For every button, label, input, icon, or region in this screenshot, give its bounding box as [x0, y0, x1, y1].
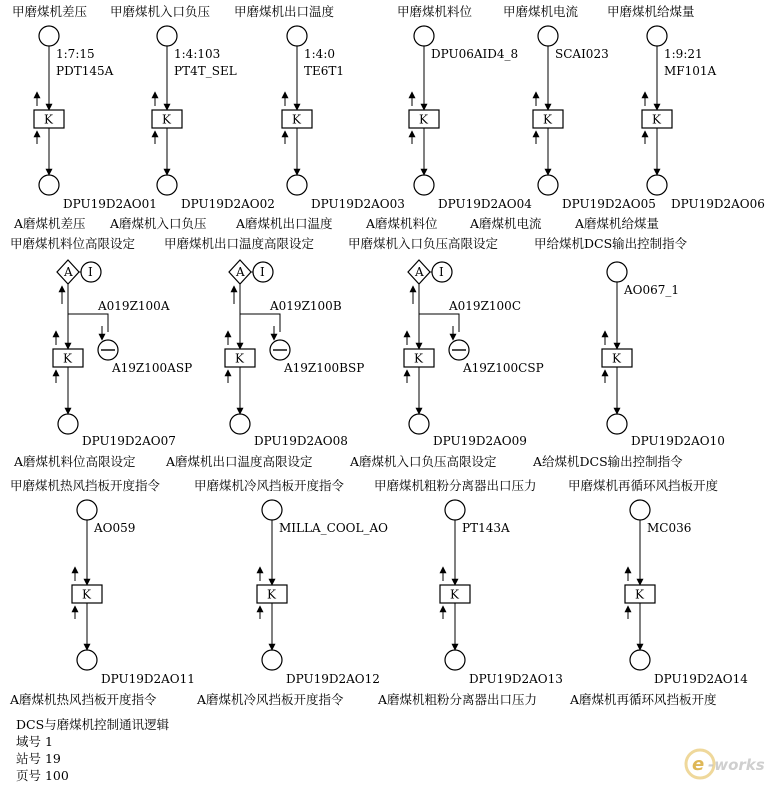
logic-block-2-1 — [194, 478, 388, 707]
signal-target-label: A磨煤机料位高限设定 — [14, 454, 136, 469]
output-code: DPU19D2AO08 — [254, 434, 348, 448]
signal-target-label: A磨煤机出口温度 — [236, 216, 333, 231]
signal-code: PDT145A — [56, 64, 114, 78]
signal-code: 1:4:103 — [174, 47, 221, 61]
footer-page: 页号 100 — [16, 768, 69, 783]
output-code: DPU19D2AO03 — [311, 197, 405, 211]
footer-info — [16, 716, 169, 784]
gain-symbol: K — [63, 351, 72, 366]
signal-source-label: 甲磨煤机电流 — [503, 4, 579, 19]
gain-symbol: K — [419, 112, 428, 127]
output-code: DPU19D2AO11 — [101, 672, 195, 686]
gain-symbol: K — [635, 587, 644, 602]
signal-code: A019Z100B — [270, 299, 342, 313]
signal-source-label: 甲磨煤机再循环风挡板开度 — [568, 478, 719, 493]
input-circle-icon — [607, 262, 627, 282]
output-code: DPU19D2AO07 — [82, 434, 176, 448]
output-circle-icon — [445, 650, 465, 670]
svg-text:e: e — [692, 754, 705, 775]
output-code: DPU19D2AO09 — [433, 434, 527, 448]
input-symbol: I — [88, 265, 93, 279]
signal-code: A019Z100A — [98, 299, 170, 313]
output-code: DPU19D2AO01 — [63, 197, 157, 211]
signal-code: SCAI023 — [555, 47, 609, 61]
signal-target-label: A磨煤机粗粉分离器出口压力 — [378, 692, 538, 707]
signal-code: TE6T1 — [304, 64, 345, 78]
logic-block-2-0 — [9, 478, 195, 707]
gain-symbol: K — [162, 112, 171, 127]
analog-symbol: A — [236, 265, 245, 279]
signal-target-label: A给煤机DCS输出控制指令 — [533, 454, 683, 469]
output-circle-icon — [538, 175, 558, 195]
output-circle-icon — [58, 414, 78, 434]
output-circle-icon — [647, 175, 667, 195]
gain-symbol: K — [44, 112, 53, 127]
output-code: DPU19D2AO14 — [654, 672, 748, 686]
signal-target-label: A磨煤机冷风挡板开度指令 — [197, 692, 344, 707]
signal-target-label: A磨煤机料位 — [366, 216, 438, 231]
gain-symbol: K — [414, 351, 423, 366]
input-symbol: I — [260, 265, 265, 279]
output-circle-icon — [39, 175, 59, 195]
gain-symbol: K — [612, 351, 621, 366]
input-circle-icon — [630, 500, 650, 520]
signal-source-label: 甲磨煤机入口负压 — [110, 4, 211, 19]
signal-code: 1:7:15 — [56, 47, 95, 61]
signal-target-label: A磨煤机差压 — [14, 216, 86, 231]
output-circle-icon — [157, 175, 177, 195]
signal-code: DPU06AID4_8 — [431, 47, 519, 61]
signal-target-label: A磨煤机再循环风挡板开度 — [570, 692, 717, 707]
signal-code: AO059 — [94, 521, 136, 535]
logic-block-1-1 — [164, 236, 364, 469]
logic-block-1-0 — [10, 236, 192, 469]
logic-block-2-3 — [568, 478, 748, 707]
signal-source-label: 甲磨煤机入口负压高限设定 — [348, 236, 499, 251]
signal-target-label: A磨煤机入口负压 — [110, 216, 207, 231]
input-circle-icon — [445, 500, 465, 520]
gain-symbol: K — [292, 112, 301, 127]
signal-code: 1:4:0 — [304, 47, 335, 61]
logic-block-0-0 — [12, 4, 157, 231]
signal-code: MF101A — [664, 64, 717, 78]
logic-block-1-2 — [348, 236, 544, 469]
input-circle-icon — [262, 500, 282, 520]
output-circle-icon — [409, 414, 429, 434]
svg-text:-works: -works — [708, 756, 765, 774]
signal-source-label: 甲磨煤机粗粉分离器出口压力 — [374, 478, 537, 493]
footer-title: DCS与磨煤机控制通讯逻辑 — [16, 717, 170, 732]
signal-source-label: 甲磨煤机差压 — [12, 4, 88, 19]
input-symbol: I — [439, 265, 444, 279]
gain-symbol: K — [652, 112, 661, 127]
signal-code: MILLA_COOL_AO — [279, 521, 388, 535]
signal-code: AO067_1 — [624, 283, 680, 297]
signal-target-label: A磨煤机出口温度高限设定 — [166, 454, 313, 469]
signal-code: PT4T_SEL — [174, 64, 237, 78]
gain-symbol: K — [267, 587, 276, 602]
setpoint-code: A19Z100CSP — [463, 361, 544, 375]
footer-domain: 域号 1 — [16, 734, 53, 749]
eworks-logo — [682, 740, 768, 782]
analog-symbol: A — [64, 265, 73, 279]
signal-target-label: A磨煤机热风挡板开度指令 — [10, 692, 157, 707]
signal-code: MC036 — [647, 521, 692, 535]
signal-source-label: 甲磨煤机料位 — [397, 4, 473, 19]
output-code: DPU19D2AO05 — [562, 197, 656, 211]
analog-symbol: A — [415, 265, 424, 279]
input-circle-icon — [39, 26, 59, 46]
output-code: DPU19D2AO02 — [181, 197, 275, 211]
output-circle-icon — [262, 650, 282, 670]
signal-target-label: A磨煤机给煤量 — [575, 216, 660, 231]
signal-target-label: A磨煤机电流 — [470, 216, 542, 231]
output-circle-icon — [287, 175, 307, 195]
input-circle-icon — [538, 26, 558, 46]
gain-symbol: K — [235, 351, 244, 366]
setpoint-code: A19Z100BSP — [284, 361, 365, 375]
signal-source-label: 甲磨煤机出口温度高限设定 — [164, 236, 315, 251]
signal-code: PT143A — [462, 521, 510, 535]
input-circle-icon — [77, 500, 97, 520]
logic-block-1-3 — [532, 236, 725, 469]
footer-station: 站号 19 — [16, 751, 61, 766]
output-code: DPU19D2AO13 — [469, 672, 563, 686]
input-circle-icon — [157, 26, 177, 46]
setpoint-code: A19Z100ASP — [112, 361, 193, 375]
input-circle-icon — [414, 26, 434, 46]
gain-symbol: K — [450, 587, 459, 602]
signal-source-label: 甲磨煤机料位高限设定 — [10, 236, 136, 251]
input-circle-icon — [647, 26, 667, 46]
output-code: DPU19D2AO10 — [631, 434, 725, 448]
output-circle-icon — [630, 650, 650, 670]
signal-target-label: A磨煤机入口负压高限设定 — [350, 454, 497, 469]
signal-source-label: 甲磨煤机冷风挡板开度指令 — [194, 478, 345, 493]
input-circle-icon — [287, 26, 307, 46]
signal-source-label: 甲磨煤机给煤量 — [607, 4, 695, 19]
output-circle-icon — [77, 650, 97, 670]
output-circle-icon — [607, 414, 627, 434]
gain-symbol: K — [82, 587, 91, 602]
signal-source-label: 甲磨煤机热风挡板开度指令 — [10, 478, 161, 493]
output-circle-icon — [414, 175, 434, 195]
output-circle-icon — [230, 414, 250, 434]
signal-code: A019Z100C — [449, 299, 521, 313]
signal-source-label: 甲磨煤机出口温度 — [234, 4, 335, 19]
output-code: DPU19D2AO04 — [438, 197, 532, 211]
signal-code: 1:9:21 — [664, 47, 703, 61]
output-code: DPU19D2AO06 — [671, 197, 765, 211]
gain-symbol: K — [543, 112, 552, 127]
signal-source-label: 甲给煤机DCS输出控制指令 — [534, 236, 688, 251]
output-code: DPU19D2AO12 — [286, 672, 380, 686]
logic-block-2-2 — [374, 478, 563, 707]
